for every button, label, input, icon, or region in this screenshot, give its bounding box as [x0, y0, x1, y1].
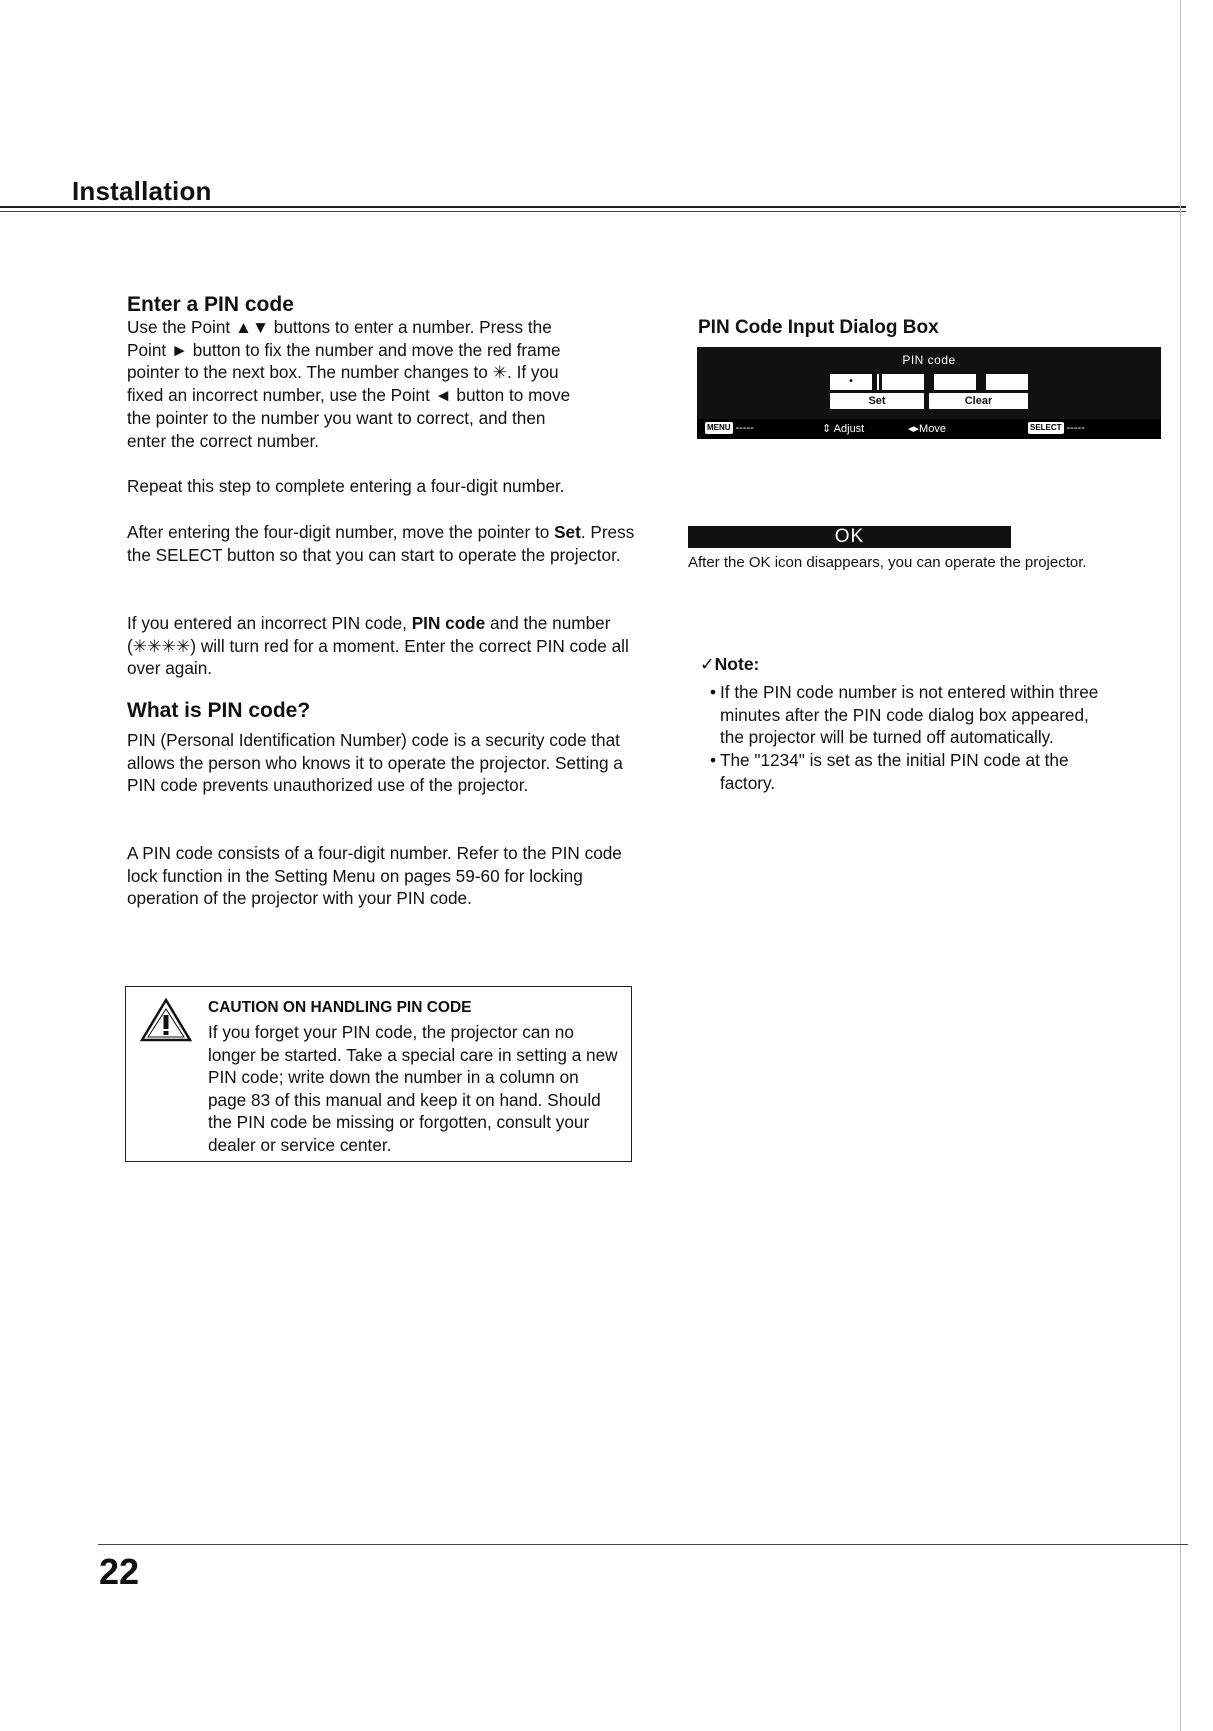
- page-edge-line: [1180, 0, 1181, 1731]
- what-is-pin-paragraph-2: A PIN code consists of a four-digit number. Refer to the PIN code lock function in the Setting Menu on pages 59-60 for locking operation of the projector with your PIN code.: [127, 843, 622, 909]
- pin-digit-box-3[interactable]: [934, 374, 976, 390]
- enter-pin-heading: Enter a PIN code: [127, 293, 294, 316]
- footer-rule: [98, 1544, 1188, 1545]
- p4-text-after: and the number (✳✳✳✳) will turn red for a moment. Enter the correct PIN code all over again.: [127, 613, 629, 679]
- note-item-text: If the PIN code number is not entered within three minutes after the PIN code dialog box appeared, the projector will be turned off automatically.: [720, 682, 1099, 748]
- caution-box: [125, 986, 632, 1162]
- pin-digit-box-4[interactable]: [986, 374, 1028, 390]
- enter-pin-paragraph-4: [127, 612, 632, 680]
- dialog-box-title: PIN Code Input Dialog Box: [698, 317, 939, 338]
- enter-pin-p1-line-5: the pointer to the number you want to correct, and then: [127, 407, 546, 428]
- warning-triangle-icon: [140, 997, 192, 1043]
- enter-pin-p1-line-4: fixed an incorrect number, use the Point ◄ button to move: [127, 385, 571, 406]
- note-item: [710, 749, 1110, 794]
- caution-text: If you forget your PIN code, the projector can no longer be started. Take a special care in setting a new PIN code; write down the number in a column on page 83 of this manual and keep it on hand. Should the PIN code be missing or forgotten, consult your dealer or service center.: [208, 1022, 618, 1155]
- pin-cursor: [877, 374, 879, 390]
- nav-move: ◂▸Move: [908, 423, 946, 435]
- bullet-icon: •: [710, 682, 717, 702]
- menu-key-icon: MENU: [707, 423, 731, 432]
- ok-caption: After the OK icon disappears, you can operate the projector.: [688, 554, 1087, 571]
- what-is-pin-heading: What is PIN code?: [127, 699, 311, 722]
- bullet-icon: •: [710, 750, 717, 771]
- pin-digit-box-2[interactable]: [882, 374, 924, 390]
- enter-pin-p1-line-6: enter the correct number.: [127, 430, 320, 451]
- select-key-icon: SELECT: [1030, 423, 1062, 432]
- page-number: 22: [99, 1551, 140, 1592]
- enter-pin-paragraph-2: Repeat this step to complete entering a four-digit number.: [127, 476, 565, 496]
- caution-heading: CAUTION ON HANDLING PIN CODE: [208, 999, 472, 1016]
- p4-pin-code-word: PIN code: [411, 613, 486, 633]
- section-title: Installation: [72, 176, 212, 206]
- pin-code-dialog: [697, 347, 1161, 439]
- enter-pin-p1-line-2: Point ► button to fix the number and move the red frame: [127, 339, 561, 360]
- enter-pin-paragraph-1: [127, 316, 647, 452]
- nav-select: [1028, 422, 1085, 434]
- header-rule: [0, 206, 1186, 208]
- clear-button[interactable]: Clear: [929, 393, 1028, 409]
- p3-set-word: Set: [554, 522, 581, 542]
- p3-text-before: After entering the four-digit number, move the pointer to: [127, 522, 555, 542]
- nav-menu-text: -----: [735, 422, 754, 434]
- pin-dialog-title: PIN code: [902, 353, 956, 367]
- ok-indicator: OK: [688, 526, 1011, 548]
- enter-pin-paragraph-3: [127, 521, 637, 566]
- note-list: [710, 681, 1110, 795]
- enter-pin-p1-line-1: Use the Point ▲▼ buttons to enter a number. Press the: [127, 317, 552, 337]
- note-item: [710, 681, 1110, 749]
- header-rule-thin: [0, 211, 1186, 212]
- p4-text-before: If you entered an incorrect PIN code,: [127, 613, 412, 633]
- what-is-pin-paragraph-1: PIN (Personal Identification Number) code is a security code that allows the person who knows it to operate the projector. Setting a PIN code prevents unauthorized use of the projector.: [127, 730, 623, 796]
- pin-digit-box-1[interactable]: •: [830, 374, 872, 390]
- enter-pin-p1-line-3: pointer to the next box. The number changes to ✳. If you: [127, 362, 559, 383]
- nav-adjust: ⇕ Adjust: [822, 423, 865, 435]
- dialog-nav-bar: [697, 419, 1161, 439]
- set-button[interactable]: Set: [830, 393, 924, 409]
- p3-text-after: . Press the SELECT button so that you can start to operate the projector.: [127, 522, 635, 565]
- nav-menu: [705, 422, 754, 434]
- note-item-text: The "1234" is set as the initial PIN code at the factory.: [720, 750, 1069, 793]
- nav-select-text: -----: [1066, 422, 1085, 434]
- note-heading: ✓Note:: [700, 654, 760, 674]
